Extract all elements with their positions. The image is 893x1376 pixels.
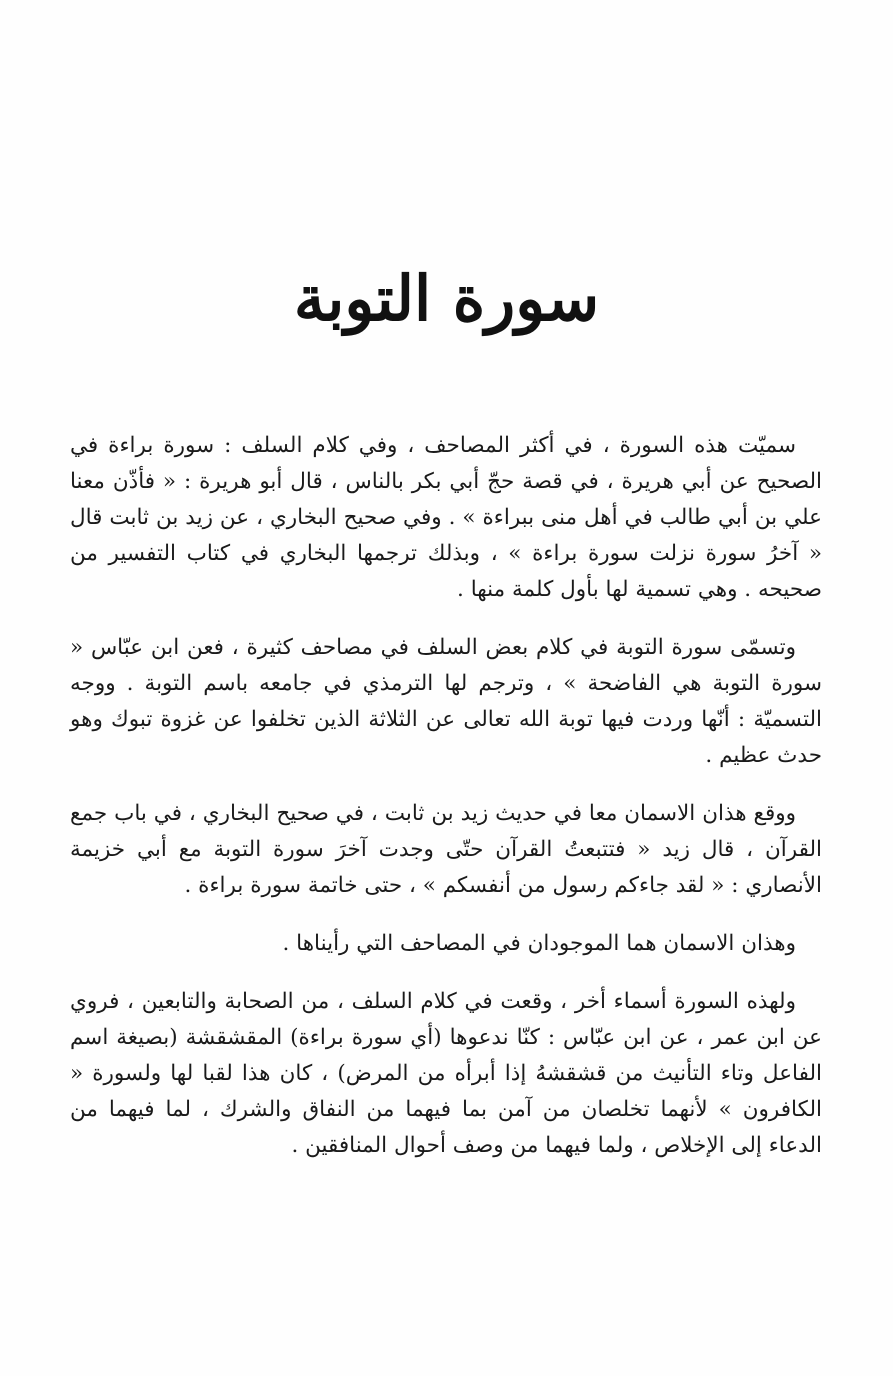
paragraph: سميّت هذه السورة ، في أكثر المصاحف ، وفي كلام السلف : سورة براءة في الصحيح عن أبي هريرة ، في قصة حجّ أبي بكر بالناس ، قال أبو هريرة : « فأذّن معنا علي بن أبي طالب في أهل منى ببراءة » . وفي صحيح البخاري ، عن زيد بن ثابت قال « آخرُ سورة نزلت سورة براءة » ، وبذلك ترجمها البخاري في كتاب التفسير من صحيحه . وهي تسمية لها بأول كلمة منها .: [70, 433, 822, 602]
paragraph: ولهذه السورة أسماء أخر ، وقعت في كلام السلف ، من الصحابة والتابعين ، فروي عن ابن عمر ، عن ابن عبّاس : كنّا ندعوها (أي سورة براءة) المقشقشة (بصيغة اسم الفاعل وتاء التأنيث من قشقشهُ إذا أبرأه من المرض) ، كان هذا لقبا لها ولسورة « الكافرون » لأنهما تخلصان من آمن بما فيهما من النفاق والشرك ، لما فيهما من الدعاء إلى الإخلاص ، ولما فيهما من وصف أحوال المنافقين .: [70, 989, 822, 1158]
paragraph: وهذان الاسمان هما الموجودان في المصاحف التي رأيناها .: [282, 931, 796, 956]
page-body: [70, 428, 822, 1186]
surah-title: سورة التوبة: [293, 262, 600, 335]
paragraph: ووقع هذان الاسمان معا في حديث زيد بن ثابت ، في صحيح البخاري ، في باب جمع القرآن ، قال زيد « فتتبعتُ القرآن حتّى وجدت آخرَ سورة التوبة مع أبي خزيمة الأنصاري : « لقد جاءكم رسول من أنفسكم » ، حتى خاتمة سورة براءة .: [70, 801, 822, 898]
paragraph: وتسمّى سورة التوبة في كلام بعض السلف في مصاحف كثيرة ، فعن ابن عبّاس « سورة التوبة هي الفاضحة » ، وترجم لها الترمذي في جامعه باسم التوبة . ووجه التسميّة : أنّها وردت فيها توبة الله تعالى عن الثلاثة الذين تخلفوا عن غزوة تبوك وهو حدث عظيم .: [70, 635, 822, 768]
